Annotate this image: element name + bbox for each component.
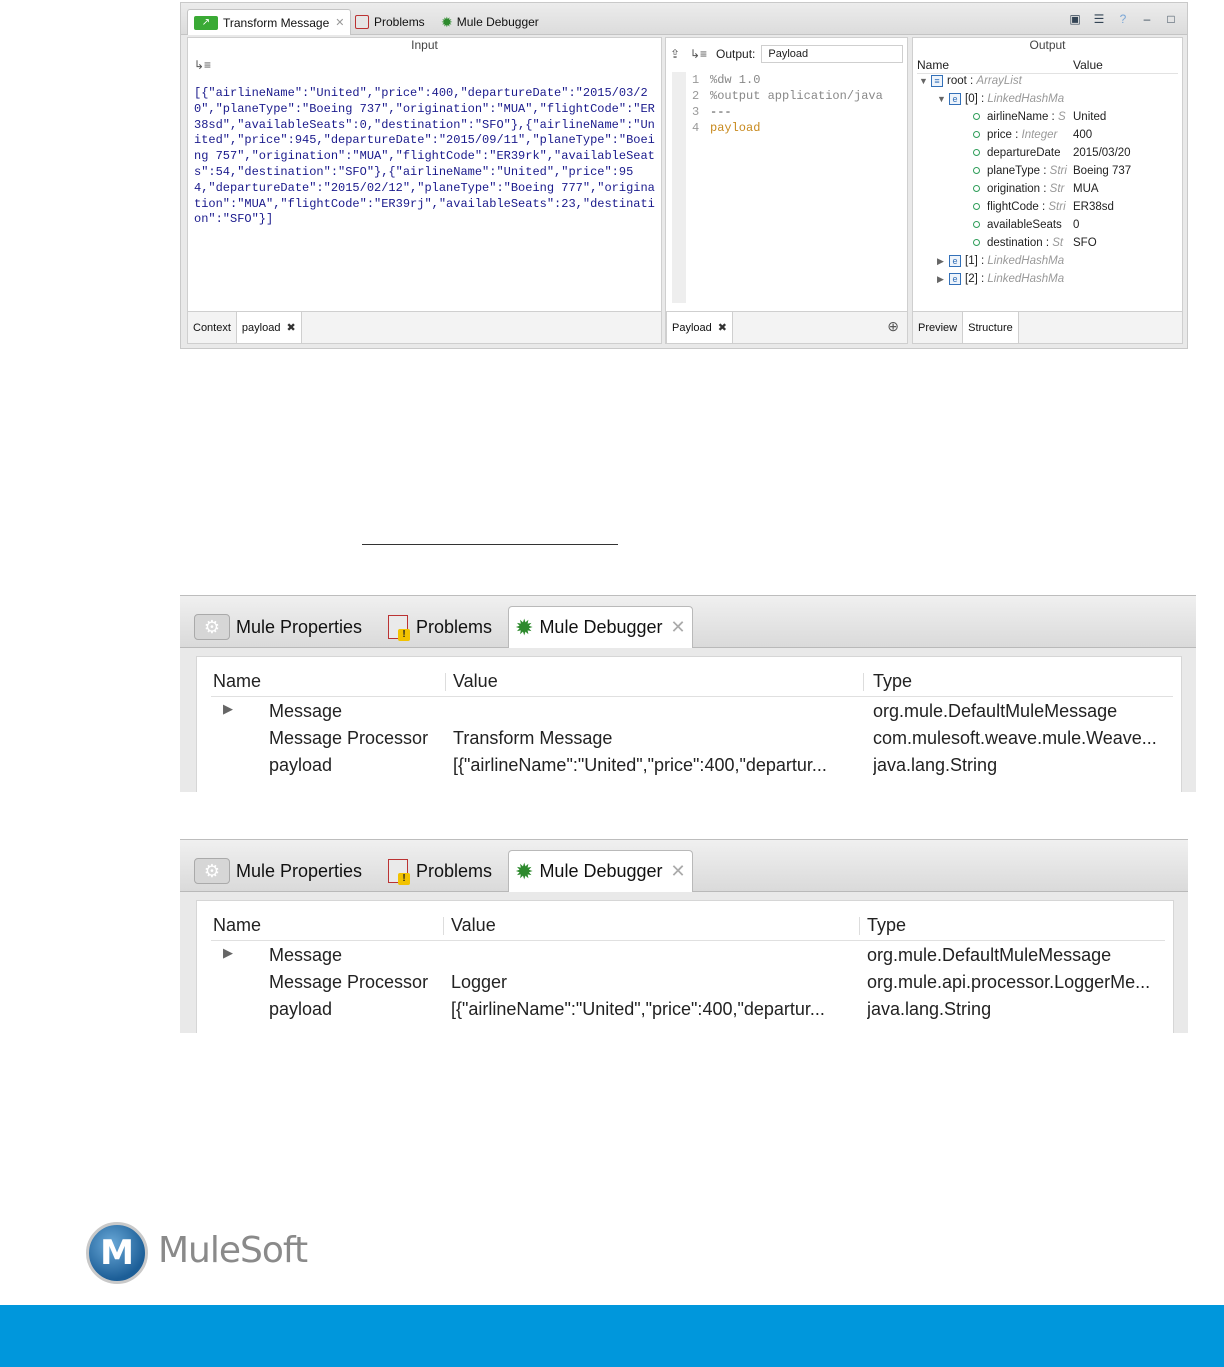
tree-row-item-2[interactable]: ▶ e [2] : LinkedHashMa — [937, 270, 1064, 288]
field-value: SFO — [1073, 237, 1097, 249]
tab-mule-debugger[interactable] — [508, 606, 693, 648]
close-icon[interactable]: ✖ — [286, 322, 296, 334]
tab-label: Mule Properties — [236, 860, 363, 881]
tab-problems[interactable] — [382, 850, 498, 892]
table-row[interactable] — [211, 726, 1173, 753]
table-row[interactable] — [211, 997, 1165, 1024]
column-divider — [445, 673, 446, 691]
tab-problems[interactable] — [382, 606, 498, 648]
tree-row-field[interactable]: airlineName : S — [973, 108, 1066, 126]
field-value: United — [1073, 111, 1107, 123]
bug-icon: ✹ — [515, 614, 534, 640]
list-toggle-icon[interactable]: ↳≡ — [194, 58, 212, 72]
tab-mule-debugger[interactable] — [508, 850, 693, 892]
transform-message-panel — [180, 2, 1188, 349]
row-name: Message Processor — [269, 972, 429, 992]
row-type: java.lang.String — [873, 755, 998, 775]
tab-mule-properties[interactable] — [188, 606, 368, 648]
expand-arrow-icon[interactable]: ▶ — [223, 945, 233, 960]
editor-gutter — [672, 72, 686, 303]
toolbar — [1067, 11, 1179, 27]
input-json[interactable]: [{"airlineName":"United","price":400,"departureDate":"2015/03/20","planeType":"Boeing 737","origination":"MUA","flightCode":"ER38sd","availableSeats":0,"destination":"SFO"},{"airlineName":"United","price":945,"departureDate":"2015/09/11","planeType":"Boeing 757","origination":"MUA","flightCode":"ER39rk","availableSeats":54,"destination":"SFO"},{"airlineName":"United","price":954,"departureDate":"2015/02/12","planeType":"Boeing 777","origination":"MUA","flightCode":"ER39rj","availableSeats":23,"destination":"SFO"}] — [194, 86, 655, 227]
column-type: Type — [873, 671, 913, 691]
entity-icon: e — [949, 93, 961, 105]
tab-label: Problems — [374, 15, 425, 29]
tree-row-item-1[interactable]: ▶ e [1] : LinkedHashMa — [937, 252, 1064, 270]
tab-structure[interactable]: Structure — [962, 312, 1019, 343]
variables-table — [196, 900, 1174, 1033]
tab-label: Mule Properties — [236, 616, 363, 637]
code-line: 4 payload — [692, 121, 761, 135]
column-name: Name — [213, 915, 262, 935]
tree-row-field[interactable]: departureDate — [973, 144, 1061, 162]
field-value: 0 — [1073, 219, 1080, 231]
column-divider — [443, 917, 444, 935]
field-icon — [973, 203, 980, 210]
row-name: Message — [269, 945, 343, 965]
debugger-panel-1 — [180, 595, 1196, 792]
row-name: Message Processor — [269, 728, 429, 748]
row-name: payload — [269, 999, 333, 1019]
tree-row-field[interactable]: planeType : Stri — [973, 162, 1067, 180]
output-title: Output — [1029, 38, 1066, 52]
tree-row-field[interactable]: destination : St — [973, 234, 1063, 252]
problems-icon — [355, 15, 369, 29]
transform-icon: ↗ — [194, 16, 218, 30]
tab-bar — [180, 840, 1188, 892]
tab-preview[interactable]: Preview — [918, 321, 958, 334]
field-value: ER38sd — [1073, 201, 1114, 213]
tab-transform-message[interactable] — [187, 9, 351, 35]
bug-icon: ✹ — [441, 13, 453, 30]
tree-layout-icon[interactable]: ☰ — [1093, 12, 1105, 26]
tab-bar — [181, 3, 1187, 35]
maximize-icon[interactable]: □ — [1167, 12, 1175, 26]
column-value: Value — [1073, 58, 1103, 72]
field-icon — [973, 185, 980, 192]
output-select[interactable]: Payload — [761, 45, 903, 63]
code-line: 3 --- — [692, 105, 732, 119]
row-name: payload — [269, 755, 333, 775]
output-pane — [912, 37, 1183, 344]
help-icon[interactable]: ? — [1119, 12, 1127, 26]
expand-arrow-icon[interactable]: ▶ — [223, 701, 233, 716]
tab-payload[interactable] — [666, 312, 733, 343]
row-type: org.mule.api.processor.LoggerMe... — [867, 972, 1151, 992]
row-name: Message — [269, 701, 343, 721]
table-row[interactable] — [211, 699, 1173, 726]
table-header — [211, 911, 1165, 941]
problems-icon — [388, 859, 408, 883]
field-icon — [973, 221, 980, 228]
field-value: Boeing 737 — [1073, 165, 1132, 177]
tree-row-field[interactable]: price : Integer — [973, 126, 1057, 144]
tab-label: Payload — [672, 321, 712, 334]
column-value: Value — [453, 671, 498, 691]
row-value: [{"airlineName":"United","price":400,"departur... — [451, 999, 825, 1019]
save-icon[interactable]: ▣ — [1069, 12, 1081, 26]
export-icon[interactable]: ⇪ — [670, 47, 681, 61]
tree-row-root[interactable]: ▼ ≡ root : ArrayList — [919, 72, 1022, 90]
code-line: 2 %output application/java — [692, 89, 883, 103]
tree-row-field[interactable]: origination : Str — [973, 180, 1064, 198]
field-value: 2015/03/20 — [1073, 147, 1131, 159]
footer-bar — [0, 1305, 1224, 1367]
column-name: Name — [213, 671, 262, 691]
tab-label: Mule Debugger — [539, 861, 663, 881]
list-icon: ≡ — [931, 75, 943, 87]
row-type: org.mule.DefaultMuleMessage — [867, 945, 1112, 965]
row-type: java.lang.String — [867, 999, 992, 1019]
field-icon — [973, 149, 980, 156]
divider — [362, 544, 618, 545]
tab-bar — [180, 596, 1196, 648]
field-icon — [973, 239, 980, 246]
column-name: Name — [917, 58, 950, 72]
column-divider — [859, 917, 860, 935]
tab-mule-properties[interactable] — [188, 850, 368, 892]
brand-name: MuleSoft — [158, 1230, 308, 1271]
row-value: [{"airlineName":"United","price":400,"departur... — [453, 755, 827, 775]
column-type: Type — [867, 915, 907, 935]
tab-label: Problems — [416, 860, 493, 881]
tab-mule-debugger[interactable] — [435, 9, 545, 35]
tree-row-item-0[interactable]: ▼ e [0] : LinkedHashMa — [937, 90, 1064, 108]
field-icon — [973, 113, 980, 120]
tab-label: Transform Message — [223, 15, 330, 30]
output-label: Output: — [716, 47, 756, 61]
close-icon[interactable]: ✕ — [670, 617, 686, 637]
debugger-panel-2 — [180, 839, 1188, 1033]
field-value: MUA — [1073, 183, 1099, 195]
field-icon — [973, 167, 980, 174]
problems-icon — [388, 615, 408, 639]
column-divider — [863, 673, 864, 691]
tab-label: payload — [241, 321, 281, 334]
expand-arrow-icon[interactable]: ▼ — [937, 94, 946, 104]
input-title: Input — [411, 38, 438, 52]
script-pane — [665, 37, 908, 344]
tab-label: Mule Debugger — [539, 617, 663, 637]
script-bottom-tabs — [666, 311, 907, 343]
row-type: com.mulesoft.weave.mule.Weave... — [873, 728, 1157, 748]
tree-row-field[interactable]: flightCode : Stri — [973, 198, 1066, 216]
minimize-icon[interactable]: – — [1143, 12, 1151, 26]
tab-context[interactable]: Context — [193, 321, 231, 334]
transform-body — [187, 37, 1181, 344]
column-value: Value — [451, 915, 496, 935]
expand-arrow-icon[interactable]: ▼ — [919, 76, 928, 86]
table-row[interactable] — [211, 970, 1165, 997]
gear-icon: ⚙ — [194, 858, 230, 884]
close-icon[interactable]: ✖ — [717, 322, 727, 334]
variables-table — [196, 656, 1182, 792]
code-editor[interactable] — [672, 72, 903, 303]
input-pane — [187, 37, 662, 344]
close-icon[interactable]: ✕ — [335, 17, 345, 29]
entity-icon: e — [949, 273, 961, 285]
row-value: Transform Message — [453, 728, 613, 748]
script-header — [670, 44, 903, 64]
field-value: 400 — [1073, 129, 1093, 141]
tab-payload[interactable] — [236, 312, 302, 343]
list-toggle-icon[interactable]: ↳≡ — [690, 47, 708, 61]
expand-arrow-icon[interactable]: ▶ — [937, 274, 944, 284]
row-type: org.mule.DefaultMuleMessage — [873, 701, 1118, 721]
tree-row-field[interactable]: availableSeats — [973, 216, 1062, 234]
table-header — [211, 667, 1173, 697]
output-bottom-tabs — [913, 311, 1182, 343]
add-icon[interactable]: ⊕ — [887, 318, 899, 334]
expand-arrow-icon[interactable]: ▶ — [937, 256, 944, 266]
bug-icon: ✹ — [515, 858, 534, 884]
close-icon[interactable]: ✕ — [670, 861, 686, 881]
gear-icon: ⚙ — [194, 614, 230, 640]
table-row[interactable] — [211, 943, 1165, 970]
tab-label: Problems — [416, 616, 493, 637]
field-icon — [973, 131, 980, 138]
entity-icon: e — [949, 255, 961, 267]
tab-problems[interactable] — [349, 9, 431, 35]
code-line: 1 %dw 1.0 — [692, 73, 761, 87]
table-row[interactable] — [211, 753, 1173, 780]
mulesoft-logo-icon — [86, 1222, 148, 1284]
input-bottom-tabs — [188, 311, 661, 343]
row-value: Logger — [451, 972, 508, 992]
tab-label: Mule Debugger — [456, 15, 539, 29]
